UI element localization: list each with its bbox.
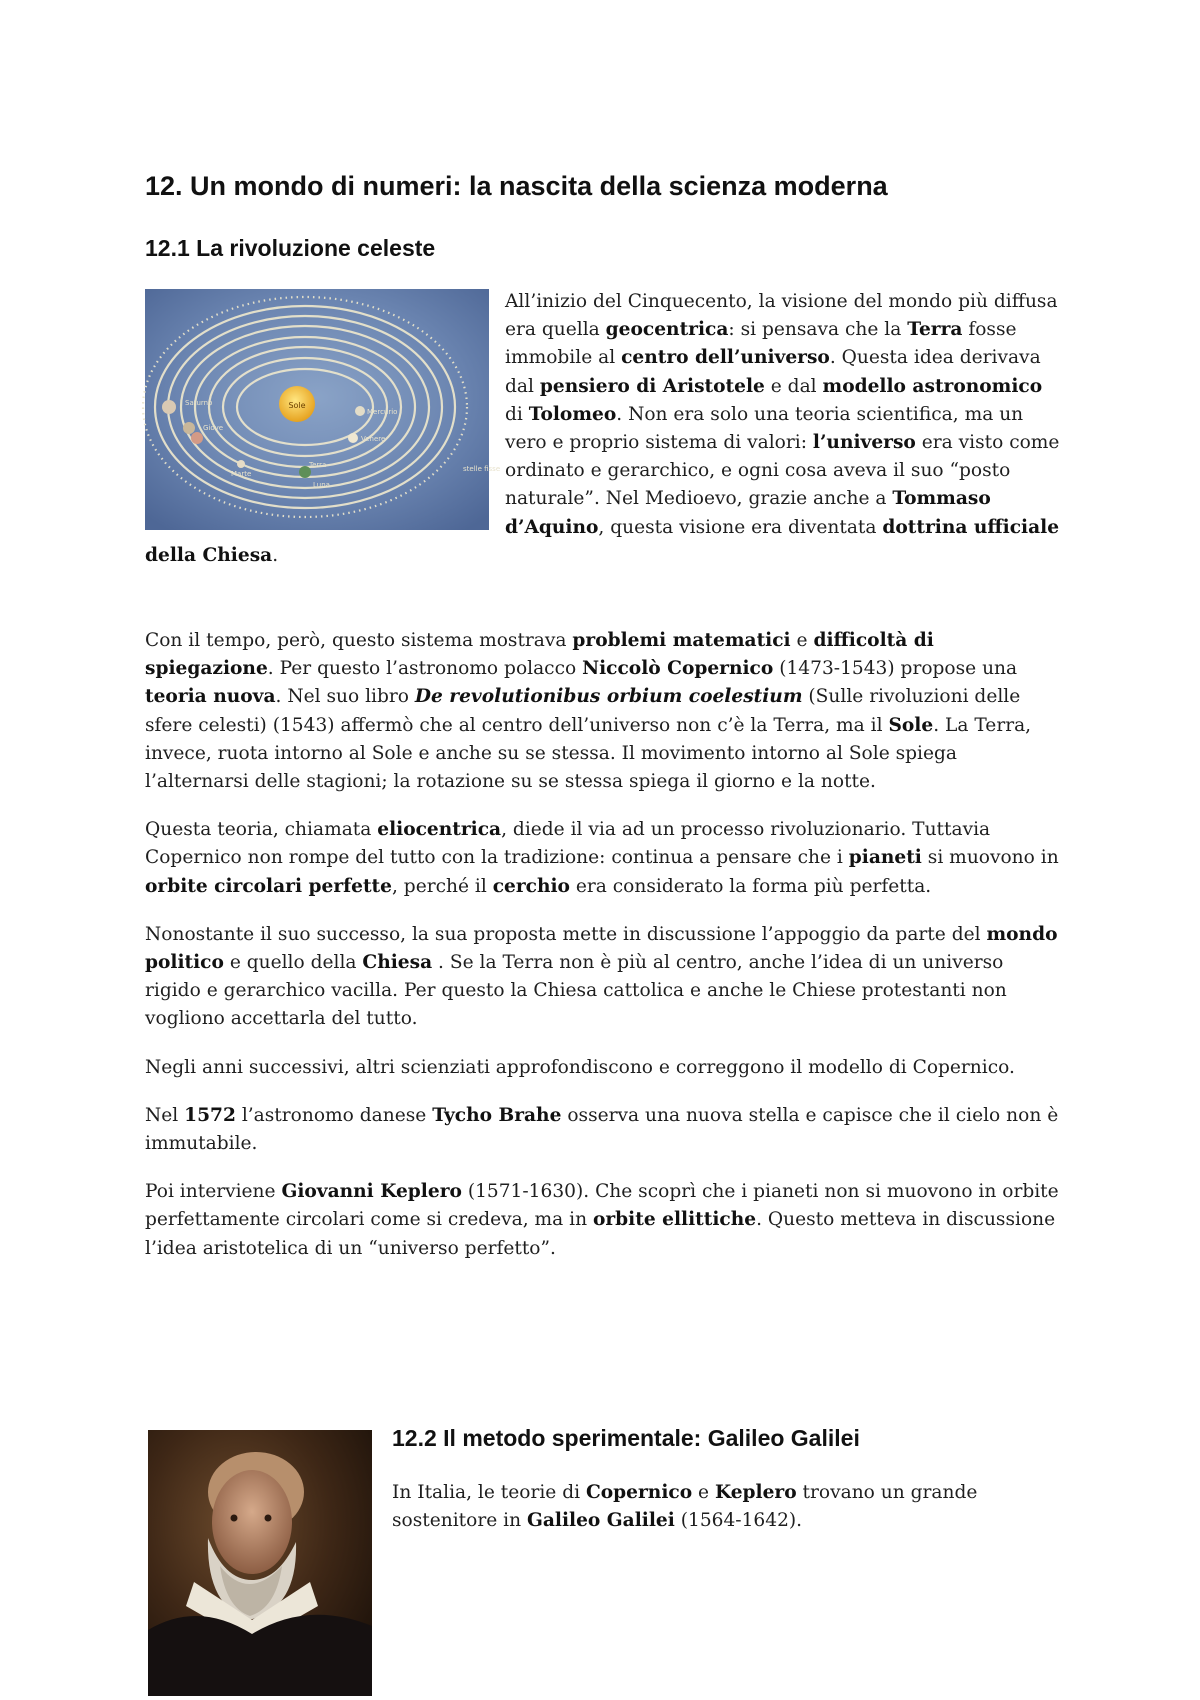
moon-label: Luna xyxy=(313,481,330,489)
mercury-label: Mercurio xyxy=(367,408,398,416)
paragraph-galileo: In Italia, le teorie di Copernico e Keplero trovano un grande sostenitore in Galileo Galilei (1564-1642). xyxy=(392,1482,978,1532)
sun-label: Sole xyxy=(288,401,306,410)
venus-label: Venere xyxy=(361,435,386,443)
intro-block xyxy=(145,288,1065,570)
jupiter-label: Giove xyxy=(203,424,224,432)
geocentric-model-image xyxy=(145,289,501,530)
paragraph-tycho: Nel 1572 l’astronomo danese Tycho Brahe osserva una nuova stella e capisce che il cielo non è immutabile. xyxy=(145,1104,1059,1155)
section-heading-1: 12.1 La rivoluzione celeste xyxy=(145,235,436,261)
galileo-portrait-image xyxy=(148,1430,372,1696)
venus-image xyxy=(348,433,358,443)
paragraph-keplero: Poi interviene Giovanni Keplero (1571-1630). Che scoprì che i pianeti non si muovono in orbite perfettamente circolari come si credeva, ma in orbite ellittiche. Questo metteva in discussione l’idea aristotelica di un “universo perfetto”. xyxy=(145,1181,1059,1259)
paragraph-eliocentrica: Questa teoria, chiamata eliocentrica, diede il via ad un processo rivoluzionario. Tuttavia Copernico non rompe del tutto con la tradizione: continua a pensare che i pianeti si muovono in orbite circolari perfette, perché il cerchio era considerato la forma più perfetta. xyxy=(145,819,1059,897)
intro-text: All’inizio del Cinquecento, la visione del mondo più diffusa era quella geocentrica: si pensava che la Terra fosse immobile al centro dell’universo. Questa idea derivava dal pensiero di Aristotele e dal modello astronomico di Tolomeo. Non era solo una teoria scientifica, ma un vero e proprio sistema di valori: l’universo era visto come ordinato e gerarchico, e ogni cosa aveva il suo “posto naturale”. Nel Medioevo, grazie anche a Tommaso d’Aquino, questa visione era diventata dottrina ufficiale della Chiesa. xyxy=(145,291,1060,566)
venus-small-image xyxy=(237,460,245,468)
mars-image xyxy=(191,432,203,444)
fixed-stars-label: stelle fisse xyxy=(463,465,501,473)
chapter-title: 12. Un mondo di numeri: la nascita della scienza moderna xyxy=(145,171,888,201)
earth-label: Terra xyxy=(309,461,327,469)
paragraph-scienziati: Negli anni successivi, altri scienziati approfondiscono e correggono il modello di Copernico. xyxy=(145,1056,1015,1078)
mars-label: Marte xyxy=(231,470,252,478)
paragraph-copernico: Con il tempo, però, questo sistema mostrava problemi matematici e difficoltà di spiegazione. Per questo l’astronomo polacco Niccolò Copernico (1473-1543) propose una teoria nuova. Nel suo libro De revolutionibus orbium coelestium (Sulle rivoluzioni delle sfere celesti) (1543) affermò che al centro dell’universo non c’è la Terra, ma il Sole. La Terra, invece, ruota intorno al Sole e anche su se stessa. Il movimento intorno al Sole spiega l’alternarsi delle stagioni; la rotazione su se stessa spiega il giorno e la notte. xyxy=(145,630,1032,793)
mercury-image xyxy=(355,406,365,416)
paragraph-chiesa: Nonostante il suo successo, la sua proposta mette in discussione l’appoggio da parte del mondo politico e quello della Chiesa . Se la Terra non è più al centro, anche l’idea di un universo rigido e gerarchico vacilla. Per questo la Chiesa cattolica e anche le Chiese protestanti non vogliono accettarla del tutto. xyxy=(145,923,1058,1030)
saturn-label: Saturno xyxy=(185,399,213,407)
body-paragraphs xyxy=(145,627,1065,1283)
saturn-image xyxy=(162,400,176,414)
jupiter-image xyxy=(183,422,195,434)
section-heading-2: 12.2 Il metodo sperimentale: Galileo Galilei xyxy=(392,1425,860,1451)
